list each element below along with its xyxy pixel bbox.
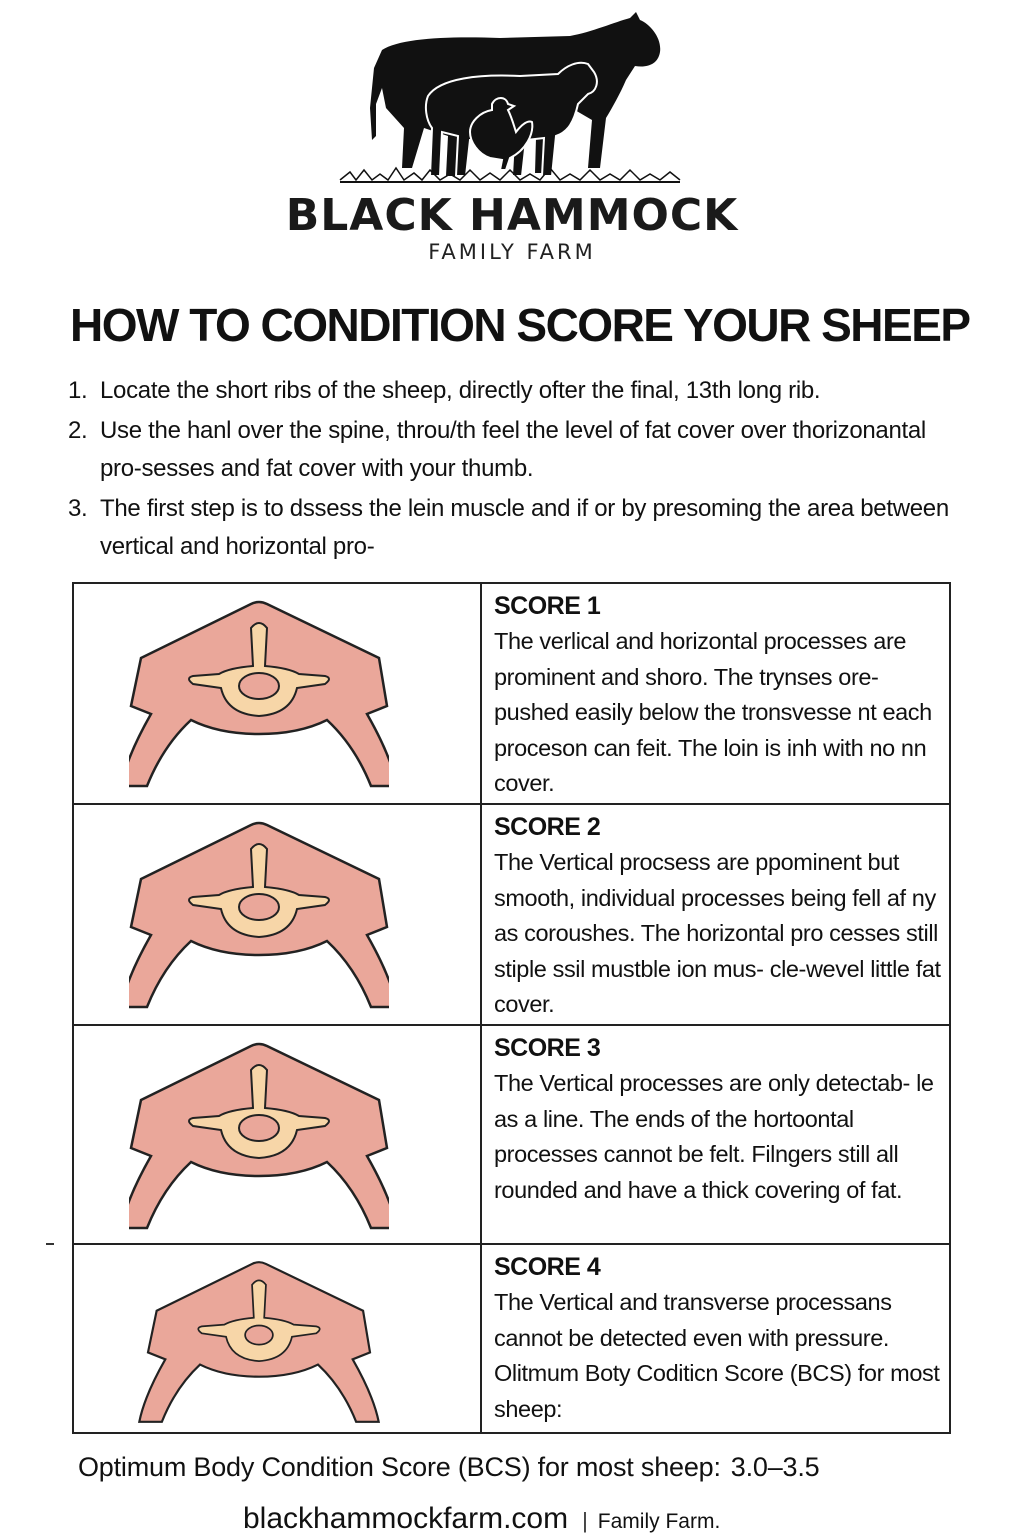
- optimum-value: 3.0–3.5: [730, 1452, 820, 1482]
- step-number: 2.: [68, 417, 88, 444]
- optimum-bcs: [78, 1452, 819, 1483]
- score-illustration: [74, 584, 482, 803]
- step-text: Locate the short ribs of the sheep, directly ofter the final, 13th long rib.: [100, 377, 821, 404]
- score-text-block: [494, 1032, 946, 1208]
- instruction-step: [68, 412, 968, 488]
- spine-cross-section-icon: [129, 1038, 389, 1234]
- instruction-step: [68, 372, 968, 410]
- score-description: The Vertical procsess are ppominent but smooth, individual processes being fell af ny as coroushes. The horizontal pro cesses still stiple ssil mustble ion mus- cle-wevel little fat cover.: [494, 849, 941, 1017]
- website-link[interactable]: blackhammockfarm.com: [243, 1502, 569, 1535]
- brand-subtitle: FAMILY FARM: [428, 240, 596, 264]
- score-text-block: [494, 811, 946, 1023]
- score-row: [74, 805, 949, 1026]
- score-label: SCORE 4: [494, 1253, 601, 1281]
- spine-cross-section-icon: [129, 596, 389, 792]
- farm-logo-icon: [330, 8, 690, 190]
- score-table: [72, 582, 951, 1434]
- footer: [243, 1502, 720, 1536]
- step-number: 3.: [68, 495, 88, 522]
- page-title: HOW TO CONDITION SCORE YOUR SHEEP: [70, 299, 970, 351]
- step-number: 1.: [68, 377, 88, 404]
- score-row: [74, 1245, 949, 1432]
- spine-cross-section-icon: [129, 817, 389, 1013]
- score-label: SCORE 2: [494, 813, 601, 841]
- optimum-label: Optimum Body Condition Score (BCS) for most sheep:: [78, 1452, 721, 1482]
- score-row: [74, 584, 949, 805]
- spine-cross-section-icon: [129, 1257, 389, 1427]
- score-row: [74, 1026, 949, 1245]
- step-text: The first step is to dssess the lein muscle and if or by presoming the area between vertical and horizontal pro-: [100, 495, 949, 560]
- score-illustration: [74, 805, 482, 1024]
- score-description: The Vertical processes are only detectab- le as a line. The ends of the hortoontal processes cannot be felt. Filngers still all rounded and have a thick covering of fat.: [494, 1070, 934, 1203]
- instruction-list: [68, 372, 968, 568]
- score-illustration: [74, 1245, 482, 1432]
- stray-mark: [46, 1243, 54, 1245]
- step-text: Use the hanl over the spine, throu/th feel the level of fat cover over thorizonantal pro-sesses and fat cover with your thumb.: [100, 417, 926, 482]
- score-text-block: [494, 1251, 946, 1427]
- footer-tagline: Family Farm.: [597, 1510, 721, 1533]
- score-description: The Vertical and transverse processans cannot be detected even with pressure. Olitmum Boty Coditicn Score (BCS) for most sheep:: [494, 1289, 940, 1422]
- score-label: SCORE 3: [494, 1034, 601, 1062]
- score-illustration: [74, 1026, 482, 1243]
- score-label: SCORE 1: [494, 592, 601, 620]
- instruction-step: [68, 490, 968, 566]
- brand-name: BLACK HAMMOCK: [285, 190, 739, 241]
- footer-separator: |: [582, 1508, 588, 1533]
- score-description: The verlical and horizontal processes are prominent and shoro. The trynses ore- pushed easily below the tronsvesse nt each proceson can feit. The loin is inh with no nn cover.: [494, 628, 932, 796]
- grass-line: [340, 168, 680, 180]
- score-text-block: [494, 590, 946, 802]
